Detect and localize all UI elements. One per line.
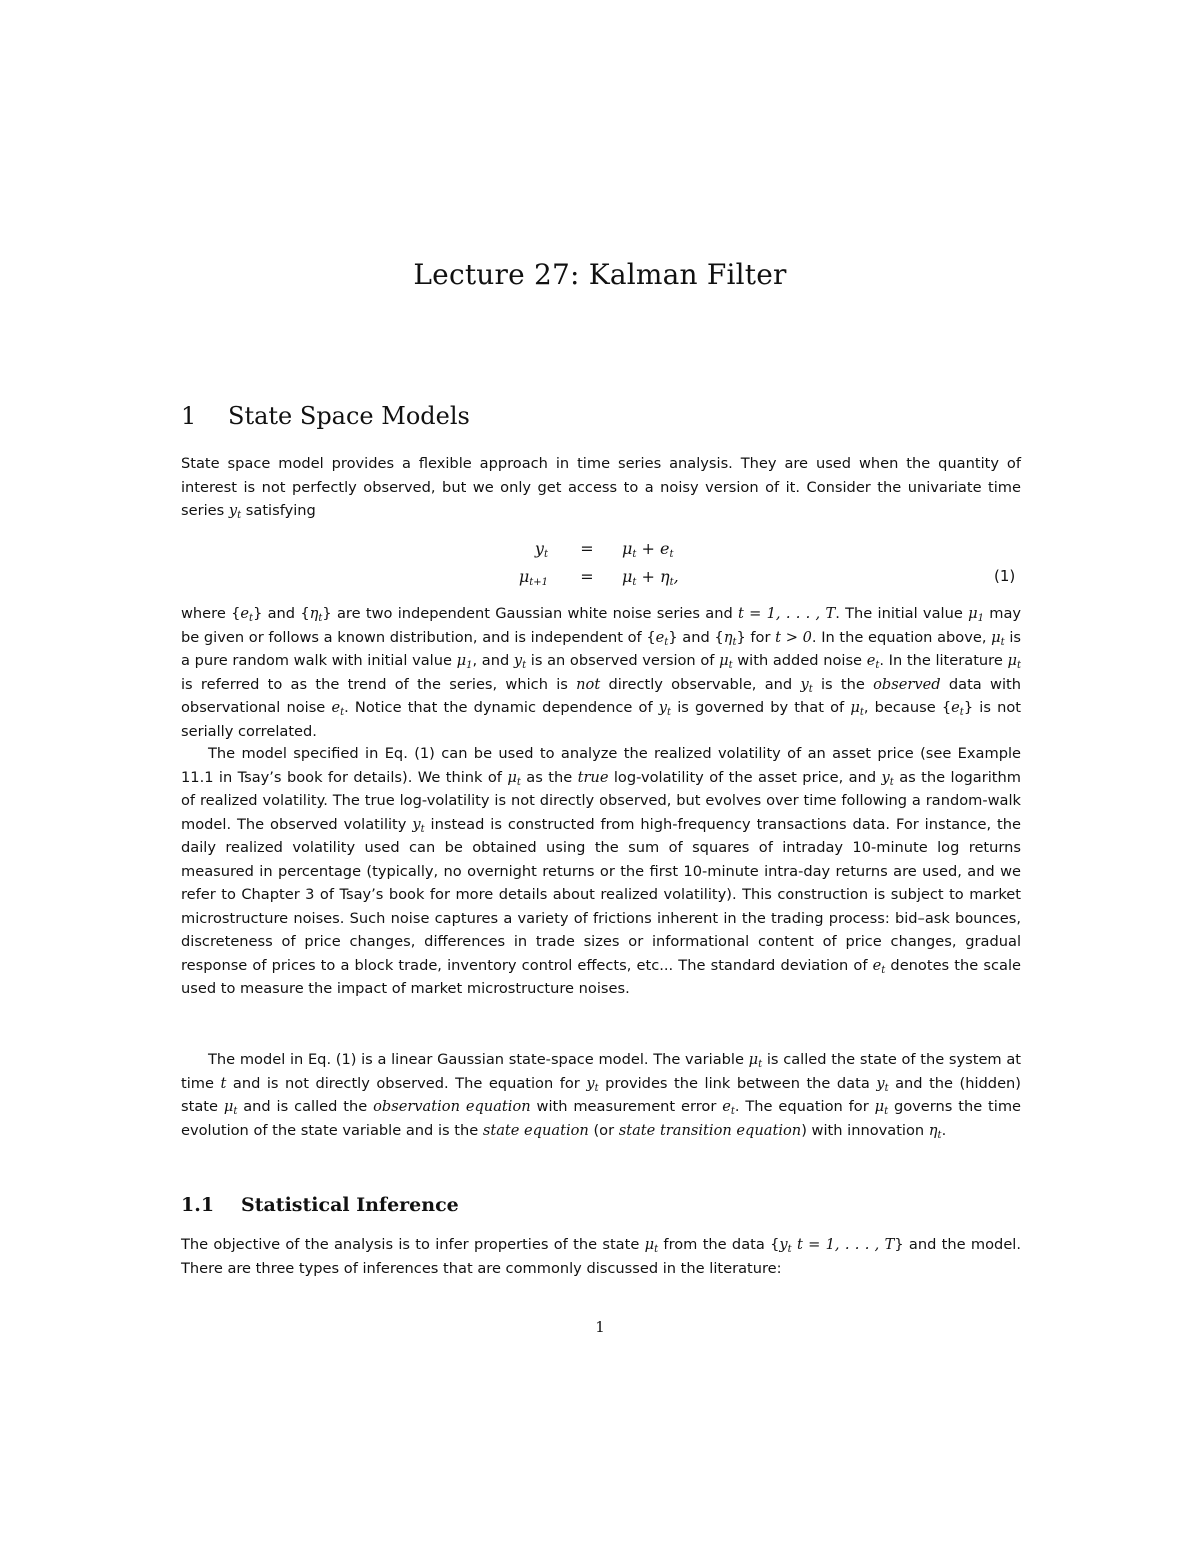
equation-relation: = [580,567,594,586]
section-number: 1 [181,402,197,430]
equation-1 [0,535,1200,591]
equation-lhs: $y_t$ [534,539,548,560]
equation-rhs: $\mu_t + \eta_t$, [622,567,679,588]
equation-row-state [0,567,1200,591]
paragraph-inference: The objective of the analysis is to infer properties of the state $\mu_t$ from the data {$y_t$ t = 1, . . . , T} and the model. There are three types of inferences that are commonly discussed in the literature: [181,1236,1021,1277]
subsection-title: Statistical Inference [241,1194,459,1216]
equation-row-observation [0,539,1200,563]
section-title: State Space Models [228,402,470,430]
section-heading [181,402,470,430]
subsection-heading [181,1194,459,1216]
equation-lhs: $\mu_{t+1}$ [518,567,548,588]
subsection-number: 1.1 [181,1194,215,1216]
equation-rhs: $\mu_t + e_t$ [622,539,674,560]
math-symbol: $y_t$ [228,502,242,521]
paragraph-intro [181,452,1021,523]
paragraph-volatility: The model specified in Eq. (1) can be used to analyze the realized volatility of an asset price (see Example 11.1 in Tsay’s book for details). We think of $\mu_t$ as the true log-volatility of the asset price, and $y_t$ as the logarithm of realized volatility. The true log-volatility is not directly observed, but evolves over time following a random-walk model. The observed volatility $y_t$ instead is constructed from high-frequency transactions data. For instance, the daily realized volatility used can be obtained using the sum of squares of intraday 10-minute log returns measured in percentage (typically, no overnight returns or the first 10-minute intra-day returns are used, and we refer to Chapter 3 of Tsay’s book for more details about realized volatility). This construction is subject to market microstructure noises. Such noise captures a variety of frictions inherent in the trading process: bid–ask bounces, discreteness of price changes, differences in trade sizes or informational content of price changes, gradual response of prices to a block trade, inventory control effects, etc... The standard deviation of $e_t$ denotes the scale used to measure the impact of market microstructure noises. [181,745,1021,997]
text-run: satisfying [241,502,316,519]
lecture-title: Lecture 27: Kalman Filter [413,258,787,291]
equation-number: (1) [994,567,1016,585]
equation-relation: = [580,539,594,558]
page-number: 1 [595,1318,605,1336]
paragraph-definitions: where $\{e_t\}$ and $\{\eta_t\}$ are two independent Gaussian white noise series and t = 1, . . . , T. The initial value $\mu_1$ may be given or follows a known distribution, and is independent of $\{e_t\}$ and $\{\eta_t\}$ for t > 0. In the equation above, $\mu_t$ is a pure random walk with initial value $\mu_1$, and $y_t$ is an observed version of $\mu_t$ with added noise $e_t$. In the literature $\mu_t$ is referred to as the trend of the series, which is not directly observable, and $y_t$ is the observed data with observational noise $e_t$. Notice that the dynamic dependence of $y_t$ is governed by that of $\mu_t$, because $\{e_t\}$ is not serially correlated. [181,605,1022,740]
text-run: State space model provides a flexible approach in time series analysis. They are used when the quantity of interest is not perfectly observed, but we only get access to a noisy version of it. Consider the univariate time series [181,455,1021,519]
paragraph-state-space: The model in Eq. (1) is a linear Gaussian state-space model. The variable $\mu_t$ is called the state of the system at time t and is not directly observed. The equation for $y_t$ provides the link between the data $y_t$ and the (hidden) state $\mu_t$ and is called the observation equation with measurement error $e_t$. The equation for $\mu_t$ governs the time evolution of the state variable and is the state equation (or state transition equation) with innovation $\eta_t$. [181,1051,1022,1141]
